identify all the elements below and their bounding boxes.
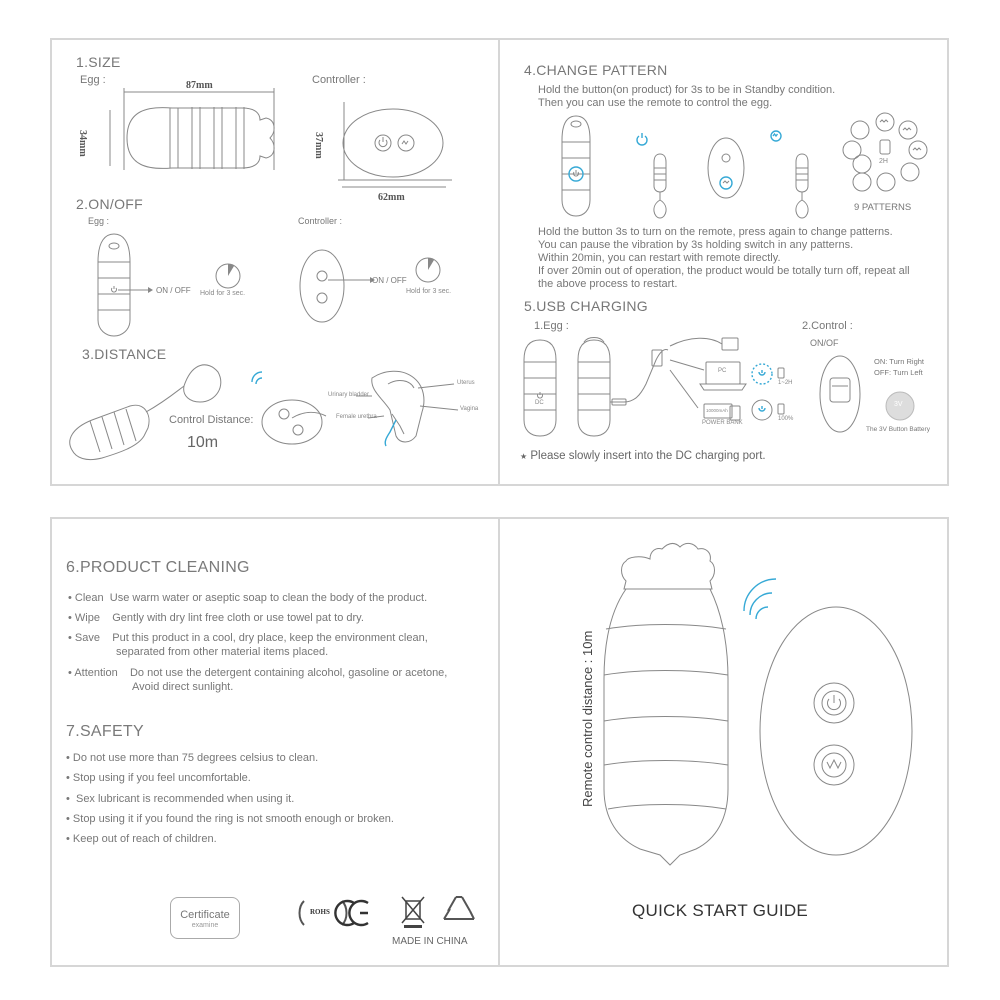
usb-off-text: OFF: Turn Left — [874, 368, 923, 377]
egg-onoff-action: ON / OFF — [156, 286, 191, 295]
pattern-body-4: If over 20min out of operation, the product would be totally turn off, repeat all — [538, 265, 910, 277]
anatomy-uterus: Uterus — [457, 380, 475, 386]
panel-pattern-usb — [498, 38, 949, 486]
control-distance-value: 10m — [187, 434, 219, 451]
panel-cleaning-safety — [50, 517, 501, 967]
cleaning-term: Attention — [74, 667, 118, 679]
usb-pc-label: PC — [718, 368, 727, 374]
usb-bank-capacity: 10000mAh — [706, 408, 728, 413]
usb-control-label: 2.Control : — [802, 320, 853, 332]
cleaning-term: Clean — [74, 592, 104, 604]
cleaning-item: • Attention Do not use the detergent containing alcohol, gasoline or acetone, — [68, 667, 448, 679]
panel-quick-start — [498, 517, 949, 967]
safety-text: Do not use more than 75 degrees celsius to clean. — [72, 752, 319, 764]
battery-badge: 3V — [894, 401, 903, 408]
onoff-heading: 2.ON/OFF — [76, 196, 143, 212]
cleaning-cont: Avoid direct sunlight. — [132, 681, 234, 693]
safety-item: • Sex lubricant is recommended when using it. — [66, 793, 295, 805]
safety-item: • Keep out of reach of children. — [66, 833, 217, 845]
cleaning-term: Save — [74, 632, 100, 644]
controller-onoff-hold: Hold for 3 sec. — [406, 288, 452, 295]
pattern-wheel-center: 2H — [879, 158, 888, 165]
usb-note-text: Please slowly insert into the DC charging port. — [530, 450, 766, 462]
safety-item: • Stop using it if you found the ring is not smooth enough or broken. — [66, 813, 394, 825]
cleaning-item: • Wipe Gently with dry lint free cloth or use towel pat to dry. — [68, 612, 364, 624]
size-controller-label: Controller : — [312, 74, 366, 86]
quick-start-title: QUICK START GUIDE — [632, 901, 809, 920]
usb-on-text: ON: Turn Right — [874, 357, 925, 366]
usb-dc-label: DC — [535, 400, 544, 406]
panel-size-onoff-distance — [50, 38, 501, 486]
pattern-heading: 4.CHANGE PATTERN — [524, 62, 668, 78]
usb-time: 1~2H — [778, 380, 793, 386]
cleaning-text: Do not use the detergent containing alcohol, gasoline or acetone, — [129, 667, 448, 679]
certificate-sub: examine — [191, 922, 219, 929]
usb-power-bank: POWER BANK — [702, 420, 743, 426]
safety-text: Sex lubricant is recommended when using it. — [72, 793, 295, 805]
controller-width-dimension: 62mm — [378, 192, 405, 203]
size-egg-label: Egg : — [80, 74, 106, 86]
safety-heading: 7.SAFETY — [66, 723, 144, 740]
anatomy-diagram — [52, 40, 503, 488]
cleaning-term: Wipe — [74, 612, 100, 624]
pattern-body-5: the above process to restart. — [538, 278, 678, 290]
safety-text: Stop using it if you found the ring is not smooth enough or broken. — [72, 813, 394, 825]
egg-onoff-hold: Hold for 3 sec. — [200, 290, 246, 297]
patterns-label: 9 PATTERNS — [854, 202, 912, 213]
distance-heading: 3.DISTANCE — [82, 346, 167, 362]
onoff-egg-label: Egg : — [88, 216, 110, 226]
egg-width-dimension: 34mm — [77, 130, 88, 157]
controller-onoff-action: ON / OFF — [372, 276, 407, 285]
pattern-body-3: Within 20min, you can restart with remote directly. — [538, 252, 781, 264]
egg-length-dimension: 87mm — [186, 80, 213, 91]
cleaning-text: Gently with dry lint free cloth or use towel pat to dry. — [112, 612, 364, 624]
safety-text: Keep out of reach of children. — [72, 833, 217, 845]
safety-item: • Do not use more than 75 degrees celsius to clean. — [66, 752, 319, 764]
usb-onof-label: ON/OF — [810, 338, 839, 348]
usb-note — [520, 450, 766, 462]
anatomy-bladder: Urinary bladder — [328, 392, 370, 398]
safety-item: • Stop using if you feel uncomfortable. — [66, 772, 251, 784]
cleaning-item: • Save Put this product in a cool, dry place, keep the environment clean, — [68, 632, 428, 644]
onoff-controller-label: Controller : — [298, 216, 343, 226]
pattern-intro-2: Then you can use the remote to control the egg. — [538, 97, 773, 109]
pattern-intro-1: Hold the button(on product) for 3s to be in Standby condition. — [538, 84, 836, 96]
safety-text: Stop using if you feel uncomfortable. — [72, 772, 251, 784]
pattern-body-1: Hold the button 3s to turn on the remote, press again to change patterns. — [538, 226, 893, 238]
cleaning-text: Put this product in a cool, dry place, keep the environment clean, — [112, 632, 428, 644]
anatomy-urethra: Female urethra — [336, 414, 377, 420]
pattern-body-2: You can pause the vibration by 3s holding switch in any patterns. — [538, 239, 854, 251]
made-in-china: MADE IN CHINA — [392, 936, 468, 947]
controller-height-dimension: 37mm — [313, 132, 324, 159]
note-star-icon: ★ — [520, 452, 528, 461]
control-distance-label: Control Distance: — [169, 414, 254, 426]
usb-egg-label: 1.Egg : — [534, 320, 569, 332]
usb-full: 100% — [778, 416, 794, 422]
cleaning-item: • Clean Use warm water or aseptic soap to clean the body of the product. — [68, 592, 428, 604]
usb-heading: 5.USB CHARGING — [524, 298, 648, 314]
compliance-marks — [52, 519, 503, 969]
remote-distance-label: Remote control distance : 10m — [580, 630, 595, 807]
anatomy-vagina: Vagina — [460, 406, 479, 412]
cleaning-heading: 6.PRODUCT CLEANING — [66, 559, 250, 576]
rohs-mark: ROHS — [310, 908, 330, 916]
usb-battery-label: The 3V Button Battery — [866, 426, 930, 433]
cleaning-text: Use warm water or aseptic soap to clean the body of the product. — [109, 592, 428, 604]
certificate-title: Certificate — [180, 909, 230, 921]
size-heading: 1.SIZE — [76, 54, 121, 70]
cleaning-cont: separated from other material items placed. — [116, 646, 329, 658]
